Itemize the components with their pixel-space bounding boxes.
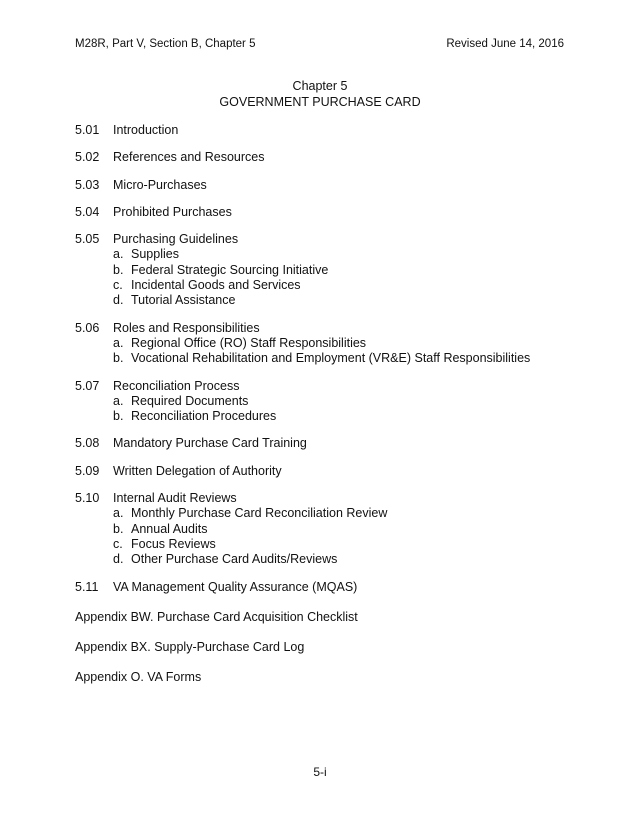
toc-section: [75, 580, 585, 595]
toc-subentry: [75, 552, 585, 567]
toc-section: [75, 379, 585, 425]
subsection-title: Incidental Goods and Services: [131, 278, 301, 293]
subsection-letter: b.: [113, 409, 124, 424]
subsection-title: Required Documents: [131, 393, 249, 408]
section-number: 5.11: [75, 579, 99, 594]
toc-entry: [75, 150, 585, 165]
section-title: Mandatory Purchase Card Training: [113, 436, 307, 451]
subsection-letter: a.: [113, 247, 124, 262]
section-title: References and Resources: [113, 150, 265, 165]
toc-section: [75, 178, 585, 193]
subsection-title: Regional Office (RO) Staff Responsibilities: [131, 335, 367, 350]
subsection-letter: b.: [113, 262, 124, 277]
chapter-title: Chapter 5: [292, 79, 348, 93]
page-number: 5-i: [313, 765, 327, 779]
toc-subentry: [75, 537, 585, 552]
section-number: 5.03: [75, 177, 100, 192]
section-number: 5.08: [75, 436, 100, 451]
toc-entry: [75, 232, 585, 247]
subsection-letter: b.: [113, 521, 124, 536]
section-number: 5.01: [75, 123, 100, 137]
toc-section: [75, 436, 585, 451]
section-title: VA Management Quality Assurance (MQAS): [113, 579, 358, 594]
toc-subentry: [75, 247, 585, 262]
running-header-right: Revised June 14, 2016: [446, 38, 564, 50]
section-title: Internal Audit Reviews: [113, 491, 237, 506]
toc-subentry: [75, 394, 585, 409]
section-number: 5.05: [75, 232, 100, 247]
toc-entry: [75, 178, 585, 193]
toc-section: [75, 232, 585, 308]
running-header-left: M28R, Part V, Section B, Chapter 5: [75, 38, 256, 50]
subsection-letter: c.: [113, 536, 123, 551]
toc-section: [75, 150, 585, 165]
section-number: 5.10: [75, 491, 100, 506]
toc-entry: [75, 580, 585, 595]
toc-entry: [75, 379, 585, 394]
toc-subentry: [75, 409, 585, 424]
subsection-title: Annual Audits: [131, 521, 208, 536]
section-title: Written Delegation of Authority: [113, 463, 282, 478]
section-number: 5.09: [75, 463, 100, 478]
toc-entry: [75, 464, 585, 479]
subsection-title: Vocational Rehabilitation and Employment (VR&E) Staff Responsibilities: [131, 351, 531, 366]
toc-subentry: [75, 278, 585, 293]
subsection-title: Supplies: [131, 247, 179, 262]
toc-section: [75, 321, 585, 367]
chapter-subtitle: GOVERNMENT PURCHASE CARD: [219, 95, 421, 109]
section-number: 5.02: [75, 150, 100, 165]
section-title: Purchasing Guidelines: [113, 232, 239, 247]
section-number: 5.06: [75, 320, 100, 335]
toc-section: [75, 123, 585, 138]
subsection-letter: a.: [113, 506, 124, 521]
subsection-letter: a.: [113, 335, 124, 350]
toc-entry: [75, 123, 585, 138]
toc-section: [75, 205, 585, 220]
subsection-title: Focus Reviews: [131, 536, 216, 551]
subsection-letter: a.: [113, 393, 124, 408]
subsection-letter: d.: [113, 552, 124, 567]
section-title: Micro-Purchases: [113, 177, 207, 192]
toc-subentry: [75, 263, 585, 278]
section-title: Reconciliation Process: [113, 378, 240, 393]
appendix-o: Appendix O. VA Forms: [75, 670, 202, 684]
appendix-bw: Appendix BW. Purchase Card Acquisition Checklist: [75, 610, 358, 624]
subsection-letter: b.: [113, 351, 124, 366]
toc-section: [75, 491, 585, 567]
toc-section: [75, 464, 585, 479]
subsection-title: Monthly Purchase Card Reconciliation Review: [131, 506, 388, 521]
table-of-contents: [75, 123, 585, 607]
appendix-bx: Appendix BX. Supply-Purchase Card Log: [75, 640, 305, 654]
toc-entry: [75, 321, 585, 336]
subsection-letter: d.: [113, 293, 124, 308]
toc-subentry: [75, 293, 585, 308]
toc-subentry: [75, 522, 585, 537]
section-number: 5.07: [75, 378, 100, 393]
section-title: Prohibited Purchases: [113, 204, 232, 219]
subsection-letter: c.: [113, 278, 123, 293]
toc-subentry: [75, 336, 585, 351]
toc-entry: [75, 491, 585, 506]
toc-entry: [75, 436, 585, 451]
toc-subentry: [75, 506, 585, 521]
subsection-title: Reconciliation Procedures: [131, 409, 277, 424]
section-title: Roles and Responsibilities: [113, 320, 260, 335]
subsection-title: Federal Strategic Sourcing Initiative: [131, 262, 329, 277]
section-title: Introduction: [113, 123, 179, 137]
toc-entry: [75, 205, 585, 220]
section-number: 5.04: [75, 204, 100, 219]
subsection-title: Tutorial Assistance: [131, 293, 236, 308]
subsection-title: Other Purchase Card Audits/Reviews: [131, 552, 338, 567]
toc-subentry: [75, 351, 585, 366]
